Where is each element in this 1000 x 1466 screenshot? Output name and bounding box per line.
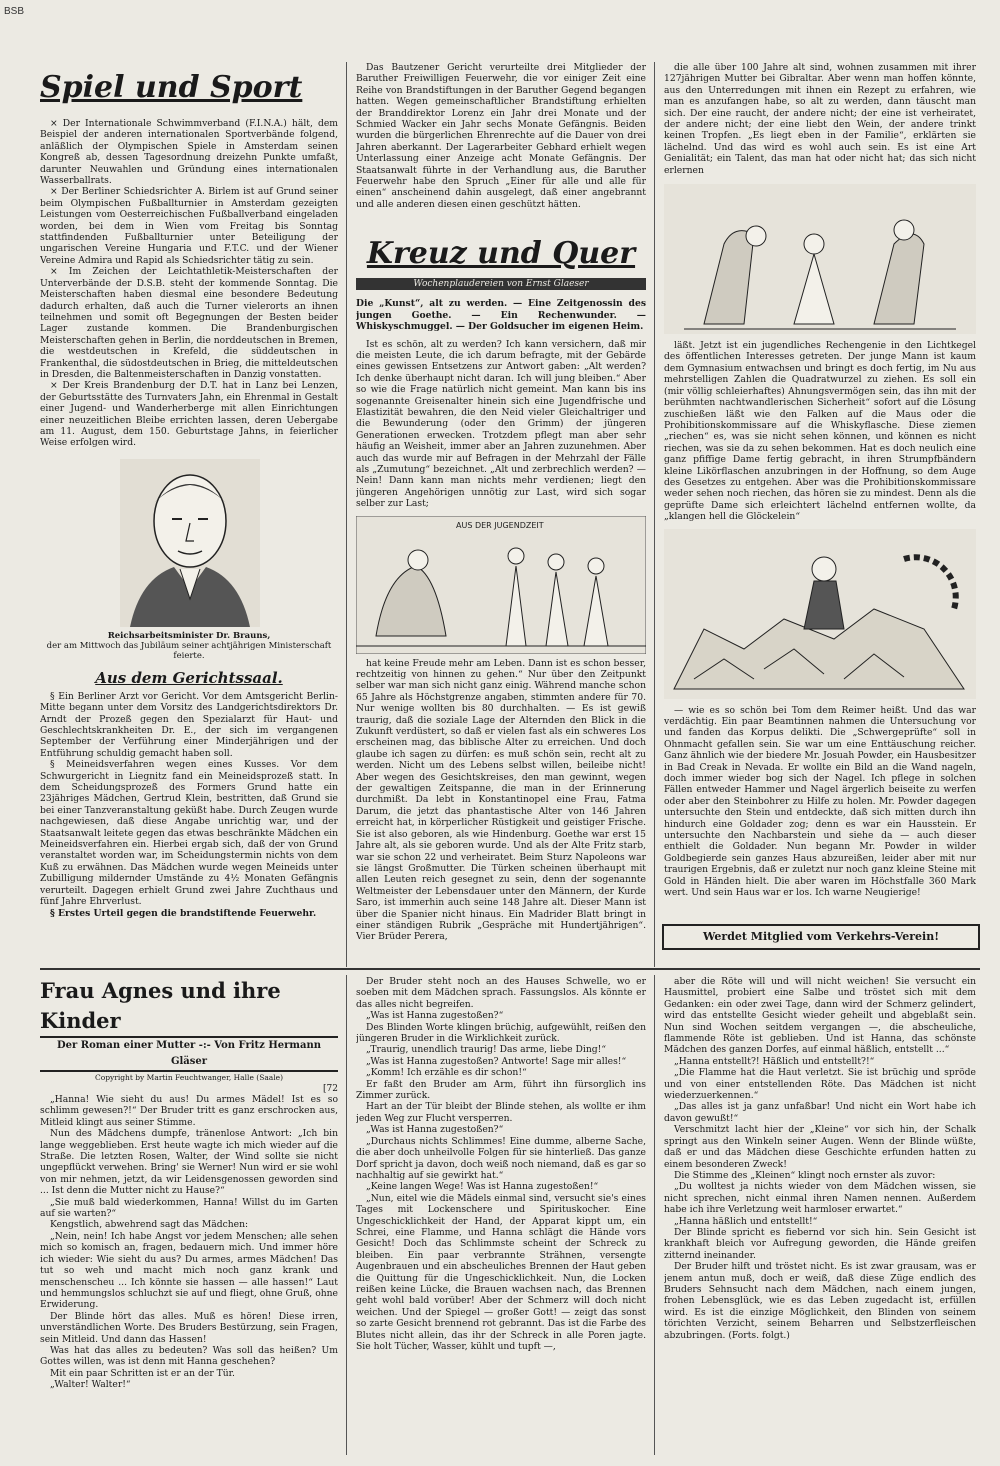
verkehrsverein-banner: Werdet Mitglied vom Verkehrs-Verein! xyxy=(662,924,980,950)
court-paragraph: § Meineidsverfahren wegen eines Kusses. Vor dem Schwurgericht in Liegnitz fand ein Meineidsprozeß statt. In dem Scheidungsprozeß des Formers Grund hatte ein 23jähriges Mädchen, Gertrud Klein, bestritten, daß Grund sie bei einer Tanzveranstaltung geküßt habe. Durch Zeugen wurde nachgewiesen, daß diese Angabe unrichtig war, und der Staatsanwalt leitete gegen das etwas beschränkte Mädchen ein Meineidsverfahren ein. Hierbei ergab sich, daß der von Grund veranstaltet worden war, im Scheidungstermin nichts von dem Kuß zu erwähnen. Das Mädchen wurde wegen Meineids unter Zubilligung mildernder Umstände zu 4½ Monaten Gefängnis verurteilt. Dagegen erhielt Grund zwei Jahre Zuchthaus und fünf Jahre Ehrverlust. xyxy=(40,759,338,908)
feuilleton-summary: Die „Kunst“, alt zu werden. — Eine Zeitgenossin des jungen Goethe. — Ein Rechenwunder. — Whiskyschmuggel. — Der Goldsucher im eigenen Heim. xyxy=(356,298,646,333)
court-paragraph: § Erstes Urteil gegen die brandstiftende Feuerwehr. xyxy=(50,907,317,919)
feuilleton-heading: Kreuz und Quer xyxy=(366,236,636,272)
serial-paragraph: „Durchaus nichts Schlimmes! Eine dumme, alberne Sache, die aber doch unheilvolle Folgen für sie hinterließ. Das ganze Dorf spricht ja davon, doch weiß noch niemand, daß es gar so nachhaltig auf sie gewirkt hat.“ xyxy=(356,1135,646,1181)
serial-paragraph: Des Blinden Worte klingen brüchig, aufgewühlt, reißen den jüngeren Bruder in die Wirklichkeit zurück. xyxy=(356,1021,646,1045)
serial-paragraph: Hart an der Tür bleibt der Blinde stehen, als wollte er ihm jeden Weg zur Flucht versperren. xyxy=(356,1101,646,1124)
serial-paragraph: Kengstlich, abwehrend sagt das Mädchen: xyxy=(50,1219,249,1231)
article-paragraph: × Der Internationale Schwimmverband (F.I.N.A.) hält, dem Beispiel der anderen internationalen Sportverbände folgend, anläßlich der Olympischen Spiele in Amsterdam seinen Kongreß ab, dessen Tagesordnung dreizehn Punkte umfaßt, darunter Neuwahlen und Gründung eines internationalen Wasserballrats. xyxy=(40,118,338,187)
serial-paragraph: „Du wolltest ja nichts wieder von dem Mädchen wissen, sie nicht sprechen, nicht einmal ihren Namen nennen. Außerdem habe ich ihre Verletzung weit harmloser erwartet.“ xyxy=(664,1181,976,1216)
article-paragraph: × Im Zeichen der Leichtathletik-Meisterschaften der Unterverbände der D.S.B. steht der kommende Sonntag. Die Meisterschaften haben diesmal eine besondere Bedeutung dadurch erhalten, daß auch die Turner vielerorts an ihnen teilnehmen und somit oft Begegnungen der Besten beider Lager zustande kommen. Die Brandenburgischen Meisterschaften gehen in Berlin, die norddeutschen in Bremen, die westdeutschen in Krefeld, die süddeutschen in Frankenthal, die südostdeutschen in Brieg, die mitteldeutschen in Dresden, die Baltenmeisterschaften in Danzig vonstatten. xyxy=(40,266,338,380)
section-divider xyxy=(40,968,980,970)
court-paragraph: § Ein Berliner Arzt vor Gericht. Vor dem Amtsgericht Berlin-Mitte begann unter dem Vorsitz des Landgerichtsdirektors Dr. Arndt der Prozeß gegen den Spezialarzt für Haut- und Geschlechtskrankheiten Dr. E., der sich im vergangenen September der Verführung einer Minderjährigen und der Entführung schuldig gemacht haben soll. xyxy=(40,690,338,759)
article-paragraph: × Der Berliner Schiedsrichter A. Birlem ist auf Grund seiner beim Olympischen Fußballturnier in Amsterdam gezeigten Leistungen vom Oesterreichischen Fußballverband eingeladen worden, bei dem in Wien vom Freitag bis Sonntag stattfindenden Fußballturnier unter Beteiligung der ungarischen Vereine Hungaria und F.T.C. und der Wiener Vereine Admira und Rapid als Schiedsrichter tätig zu sein. xyxy=(40,186,338,266)
serial-paragraph: aber die Röte will und will nicht weichen! Sie versucht ein Hausmittel, probiert eine Salbe und tröstet sich mit dem Gedanken: ein oder zwei Tage, dann wird der Schmerz gelindert, wird das entstellte Gesicht wieder geheilt und abgeblaßt sein. Nun sind Wochen seitdem vergangen —, die abscheuliche, flammende Röte ist geblieben. Und ist Hanna, das schönste Mädchen des ganzen Dorfes, auf einmal häßlich, entstellt ...“ xyxy=(664,976,976,1056)
serial-paragraph: Was hat das alles zu bedeuten? Was soll das heißen? Um Gottes willen, was ist denn mit Hanna geschehen? xyxy=(40,1344,338,1368)
court-heading: Aus dem Gerichtssaal. xyxy=(95,668,283,687)
serial-paragraph: Mit ein paar Schritten ist er an der Tür. xyxy=(50,1367,235,1379)
goldsucher-illustration xyxy=(664,529,976,699)
serial-paragraph: „Nun, eitel wie die Mädels einmal sind, versucht sie's eines Tages mit Lockenschere und Spirituskocher. Eine Ungeschicklichkeit der Hand, der Apparat kippt um, ein Schrei, eine Flamme, und Hanna schlägt die Hände vors Gesicht! Doch das Schlimmste scheint der Schreck zu bleiben. Ein paar verbrannte Strähnen, versengte Augenbrauen und ein abscheuliches Brennen der Haut geben die Quittung für die Ungeschicklichkeit. Nun, die Locken reißen keine Lücke, die Brauen wachsen nach, das Brennen geht wohl bald vorüber! Aber der Schmerz will doch nicht weichen. Und der Spiegel — großer Gott! — zeigt das sonst so zarte Gesicht brennend rot gebrannt. Das ist die Farbe des Blutes nicht allein, das ihr der Schreck in alle Poren jagte. Sie holt Tücher, Wasser, kühlt und tupft —, xyxy=(356,1192,646,1352)
serial-paragraph: „Was ist Hanna zugestoßen?“ xyxy=(366,1124,504,1136)
serial-subtitle: Der Roman einer Mutter -:- Von Fritz Hermann Gläser xyxy=(40,1036,338,1072)
serial-paragraph: „Nein, nein! Ich habe Angst vor jedem Menschen; alle sehen mich so komisch an, fragen, bedauern mich. Und immer höre ich wieder: Wie sieht du aus? Du armes, armes Mädchen! Das tut so weh und macht mich noch ganz krank und menschenscheu ... Ich könnte sie hassen — alle hassen!“ Laut und hemmungslos schluchzt sie auf und fliegt, ohne Gruß, ohne Erwiderung. xyxy=(40,1230,338,1311)
column-rule xyxy=(346,975,347,1455)
serial-paragraph: „Keine langen Wege! Was ist Hanna zugestoßen!“ xyxy=(366,1181,599,1193)
sport-heading: Spiel und Sport xyxy=(40,70,303,105)
serial-paragraph: Der Bruder steht noch an des Hauses Schwelle, wo er soeben mit dem Mädchen sprach. Fassungslos. Als könnte er das alles nicht begreifen. xyxy=(356,976,646,1010)
column-rule xyxy=(346,62,347,967)
portrait-caption-text: der am Mittwoch das Jubiläum seiner achtjährigen Ministerschaft feierte. xyxy=(46,640,332,661)
serial-paragraph: Er faßt den Bruder am Arm, führt ihn fürsorglich ins Zimmer zurück. xyxy=(356,1078,646,1102)
article-paragraph: läßt. Jetzt ist ein jugendliches Rechengenie in den Lichtkegel des öffentlichen Interesses getreten. Der junge Mann ist kaum dem Gymnasium entwachsen und bringt es doch fertig, im Nu aus mehrstelligen Zahlen die Quadratwurzel zu ziehen. Es soll ein (mir völlig schleierhaftes) Ahnungsvermögen sein, das ihn mit der berühmten nachtwandlerischen Sicherheit“ sofort auf die Lösung zuschießen läßt wie den Falken auf die Maus oder die Prohibitionskommissare auf die Whiskyflasche. Diese ziemen „riechen“ es, was sie nicht sehen können, und können es nicht riechen, was sie da zu sehen bekommen. Hat es doch neulich eine ganz pfiffige Dame fertig gebracht, in ihren Strumpfbändern kleine Likörflaschen anzubringen in der Hoffnung, so dem Auge des Gesetzes zu entgehen. Aber was die Prohibitionskommissare weder sehen noch riechen, das hören sie zu mindest. Denn als die geprüfte Dame sich erleichtert lächelnd entfernen wollte, da „klangen hell die Glöckelein“ xyxy=(664,340,976,523)
serial-copyright: Copyright by Martin Feuchtwanger, Halle (Saale) xyxy=(94,1073,284,1082)
serial-column-3 xyxy=(664,976,976,1454)
serial-paragraph: Nun des Mädchens dumpfe, tränenlose Antwort: „Ich bin lange weggeblieben. Erst heute wagte ich mich wieder auf die Straße. Die letzten Rosen, Walter, der Wind sollte sie nicht ungepflückt verwehen. Bring' sie Werner! Nun wird er sie wohl von mir nehmen, jetzt, da wir Leidensgenossen geworden sind ... Ist denn die Mutter nicht zu Hause?“ xyxy=(40,1128,338,1197)
feuilleton-subheading: Wochenplaudereien von Ernst Glaeser xyxy=(356,278,646,290)
column-rule xyxy=(654,62,655,967)
serial-paragraph: „Die Flamme hat die Haut verletzt. Sie ist brüchig und spröde und von einer entstellenden Röte. Das Mädchen ist nicht wiederzuerkennen.“ xyxy=(664,1067,976,1102)
column-sport xyxy=(40,58,338,963)
serial-number: [72 xyxy=(323,1084,338,1094)
article-paragraph: — wie es so schön bei Tom dem Reimer heißt. Und das war verdächtig. Ein paar Beamtinnen nahmen die Untersuchung vor und fanden das Korpus delikti. Die „Schwergeprüfte“ soll in Ohnmacht gefallen sein. Sie war um eine Enttäuschung reicher. Ganz ähnlich wie der biedere Mr. Josuah Powder, ein Hausbesitzer in Bad Creak in Nevada. Er wollte ein Bild an die Wand nageln, doch immer wieder bog sich der Nagel. Ich pflege in solchen Fällen entweder Hammer und Nagel ärgerlich beiseite zu werfen oder aber den Steinbohrer zu Hilfe zu holen. Mr. Powder dagegen untersuchte den Stein und entdeckte, daß sich mitten durch ihn hindurch eine Goldader zog; denn es war ein Hausstein. Er untersuchte den Nachbarstein und siehe da — auch dieser enthielt die Goldader. Nun begann Mr. Powder in wilder Goldbegierde sein ganzes Haus abzureißen, leider aber mit nur traurigen Ergebnis, daß er zuletzt nur noch ganz kleine Steine mit Gold in Händen hielt. Die aber waren im Höchstfalle 360 Mark wert. Und sein Haus war er los. Ich warne Neugierige! xyxy=(664,704,976,899)
portrait-illustration xyxy=(40,459,338,627)
serial-paragraph: „Das alles ist ja ganz unfaßbar! Und nicht ein Wort habe ich davon gewußt!“ xyxy=(664,1101,976,1124)
serial-paragraph: „Hanna! Wie sieht du aus! Du armes Mädel! Ist es so schlimm gewesen?!“ Der Bruder tritt es ganz erschrocken aus, Mitleid klingt aus seiner Stimme. xyxy=(40,1094,338,1128)
serial-paragraph: „Hanna häßlich und entstellt!“ xyxy=(674,1215,818,1227)
article-paragraph: × Der Kreis Brandenburg der D.T. hat in Lanz bei Lenzen, der Geburtsstätte des Turnvaters Jahn, ein Ehrenmal in Gestalt einer Jugend- und Wanderherberge mit allen Einrichtungen einer neuzeitlichen Bleibe errichten lassen, deren Uebergabe am 11. August, dem 150. Geburtstage Jahns, in feierlicher Weise erfolgen wird. xyxy=(40,380,338,449)
library-stamp: BSB xyxy=(4,6,25,17)
goldsucher-drawing xyxy=(664,529,976,699)
column-rule xyxy=(654,975,655,1455)
serial-paragraph: „Was ist Hanna zugestoßen? Antworte! Sage mir alles!“ xyxy=(366,1055,627,1067)
serial-paragraph: Der Blinde hört das alles. Muß es hören! Diese irren, unverständlichen Worte. Des Bruders Bestürzung, sein Fragen, sein Mitleid. Und dann das Hassen! xyxy=(40,1310,338,1345)
serial-column-1 xyxy=(40,976,338,1454)
serial-paragraph: „Was ist Hanna zugestoßen?“ xyxy=(366,1010,504,1022)
serial-paragraph: „Traurig, unendlich traurig! Das arme, liebe Ding!“ xyxy=(366,1044,607,1056)
youth-drawing xyxy=(356,516,646,654)
serial-paragraph: Der Bruder hilft und tröstet nicht. Es ist zwar grausam, was er jenem antun muß, doch er weiß, daß diese Züge endlich des Bruders Sehnsucht nach dem Mädchen, nach einem jungen, frohen Lebensglück, wie es das Leben zugedacht ist, erfüllen wird. Es ist die einzige Möglichkeit, den Blinden von seinem törichten Verzicht, seinem Beharren und Selbstzerfleischen abzubringen. (Forts. folgt.) xyxy=(664,1261,976,1341)
column-feuilleton-cont xyxy=(664,62,976,922)
serial-paragraph: „Hanna entstellt?! Häßlich und entstellt?!“ xyxy=(674,1055,875,1067)
serial-paragraph: „Komm! Ich erzähle es dir schon!“ xyxy=(366,1067,527,1079)
illustration-label: AUS DER JUGENDZEIT xyxy=(456,520,544,530)
serial-paragraph: „Sie muß bald wiederkommen, Hanna! Willst du im Garten auf sie warten?“ xyxy=(40,1196,338,1220)
serial-paragraph: Der Blinde spricht es fiebernd vor sich hin. Sein Gesicht ist krankhaft bleich vor Aufregung geworden, die Hände greifen zitternd ineinander. xyxy=(664,1226,976,1261)
article-paragraph: Ist es schön, alt zu werden? Ich kann versichern, daß mir die meisten Leute, die ich darum befragte, mit der Gebärde eines gewissen Entsetzens zur Antwort gaben: „Alt werden? Ich denke überhaupt nicht daran. Ich will jung bleiben.“ Aber so wie die Frage natürlich nicht gemeint. Man kann bis ins sogenannte Greisenalter hinein sich eine Jugendfrische und Elastizität bewahren, die den Neid vieler Gleichaltriger und die Bewunderung (oder den Grimm) der jüngeren Generationen erwecken. Trotzdem pflegt man aber sehr häufig an Weisheit, immer aber an Jahren zuzunehmen. Aber auch das wurde mir auf Befragen in der Mehrzahl der Fälle als „Zumutung“ bezeichnet. „Alt und zerbrechlich werden? — Nein! Dann kann man nichts mehr verdienen; liegt den jüngeren Angehörigen unnötig zur Last, wird sich sogar selber zur Last; xyxy=(356,338,646,510)
serial-column-2 xyxy=(356,976,646,1454)
serial-paragraph: „Walter! Walter!“ xyxy=(50,1379,131,1391)
column-feuilleton xyxy=(356,62,646,965)
article-paragraph: die alle über 100 Jahre alt sind, wohnen zusammen mit ihrer 127jährigen Mutter bei Gibraltar. Aber wenn man hoffen könnte, aus den Unterredungen mit ihnen ein Rezept zu erfahren, wie man es anzufangen habe, so alt zu werden, dann täuscht man sich. Der eine raucht, der andere nicht; der eine ist verheiratet, der andere nicht; der eine liebt den Wein, der andere trinkt keinen Tropfen. „Es liegt eben in der Familie“, erklärten sie lächelnd. Und das wird es wohl auch sein. Es ist eine Art Genialität; ein Talent, das man hat oder nicht hat; das sich nicht erlernen xyxy=(664,62,976,176)
portrait-caption-name: Reichsarbeitsminister Dr. Brauns, xyxy=(107,630,271,641)
serial-title: Frau Agnes und ihre Kinder xyxy=(40,978,281,1033)
smuggler-drawing xyxy=(664,184,976,334)
article-paragraph: Das Bautzener Gericht verurteilte drei Mitglieder der Baruther Freiwilligen Feuerwehr, die vor einiger Zeit eine Reihe von Brandstiftungen in der Baruther Gegend begangen hatten. Wegen gemeinschaftlicher Brandstiftung erhielten der Branddirektor Lorenz ein Jahr drei Monate und der Schmied Wacker ein Jahr sechs Monate Gefängnis. Beiden wurden die bürgerlichen Ehrenrechte auf die Dauer von drei Jahren aberkannt. Der Lagerarbeiter Gebhard erhielt wegen Unterlassung einer Anzeige acht Monate Gefängnis. Der Staatsanwalt führte in der Verhandlung aus, die Baruther Feuerwehr habe den Spruch „Einer für alle und alle für einen“ anscheinend dahin ausgelegt, daß einer angebrannt und alle anderen diesen einen geschützt hätten. xyxy=(356,62,646,210)
serial-paragraph: Die Stimme des „Kleinen“ klingt noch ernster als zuvor: xyxy=(674,1169,936,1181)
article-paragraph: hat keine Freude mehr am Leben. Dann ist es schon besser, rechtzeitig von hinnen zu gehen.“ Nur über den Zeitpunkt selber war man sich nicht ganz einig. Während manche schon 65 Jahre als Höchstgrenze angaben, stimmten andere für 70. Nur wenige wollten bis 80 durchhalten. — Es ist gewiß traurig, daß die soziale Lage der Alternden den Blick in die Zukunft verdüstert, so daß er vielen fast als ein schweres Los erscheinen mag, das biblische Alter zu erreichen. Und doch glaube ich sagen zu dürfen: es muß schön sein, recht alt zu werden. Nicht um des Lebens selbst willen, beileibe nicht! Aber wegen des Gesichtskreises, den man gewinnt, wegen der gewaltigen Zeitspanne, die man in der Erinnerung durchmißt. Da lebt in Konstantinopel eine Frau, Fatma Darum, die jetzt das phantastische Alter von 146 Jahren erreicht hat, in körperlicher Rüstigkeit und geistiger Frische. Sie ist also geboren, als wie Hindenburg. Goethe war erst 15 Jahre alt, als sie geboren wurde. Und als der Alte Fritz starb, war sie schon 22 und verheiratet. Beim Sturz Napoleons war sie längst Großmutter. Die Türken scheinen überhaupt mit allen Leuten reich gesegnet zu sein, denn der sogenannte Weltmeister der Lebensdauer unter den Männern, der Kurde Saro, ist immerhin auch seine 148 Jahre alt. Dieser Mann ist über die Spanier nicht hinaus. Ein Madrider Blatt bringt in einer ständigen Rubrik „Gespräche mit Hundertjährigen“. Vier Brüder Perera, xyxy=(356,657,646,943)
youth-illustration xyxy=(356,516,646,654)
smuggler-illustration xyxy=(664,184,976,334)
portrait-figure xyxy=(40,459,338,627)
serial-paragraph: Verschmitzt lacht hier der „Kleine“ vor sich hin, der Schalk springt aus den Winkeln seiner Augen. Wenn der Blinde wüßte, daß er und das Mädchen diese Geschichte erfunden hatten zu einem besonderen Zweck! xyxy=(664,1124,976,1170)
